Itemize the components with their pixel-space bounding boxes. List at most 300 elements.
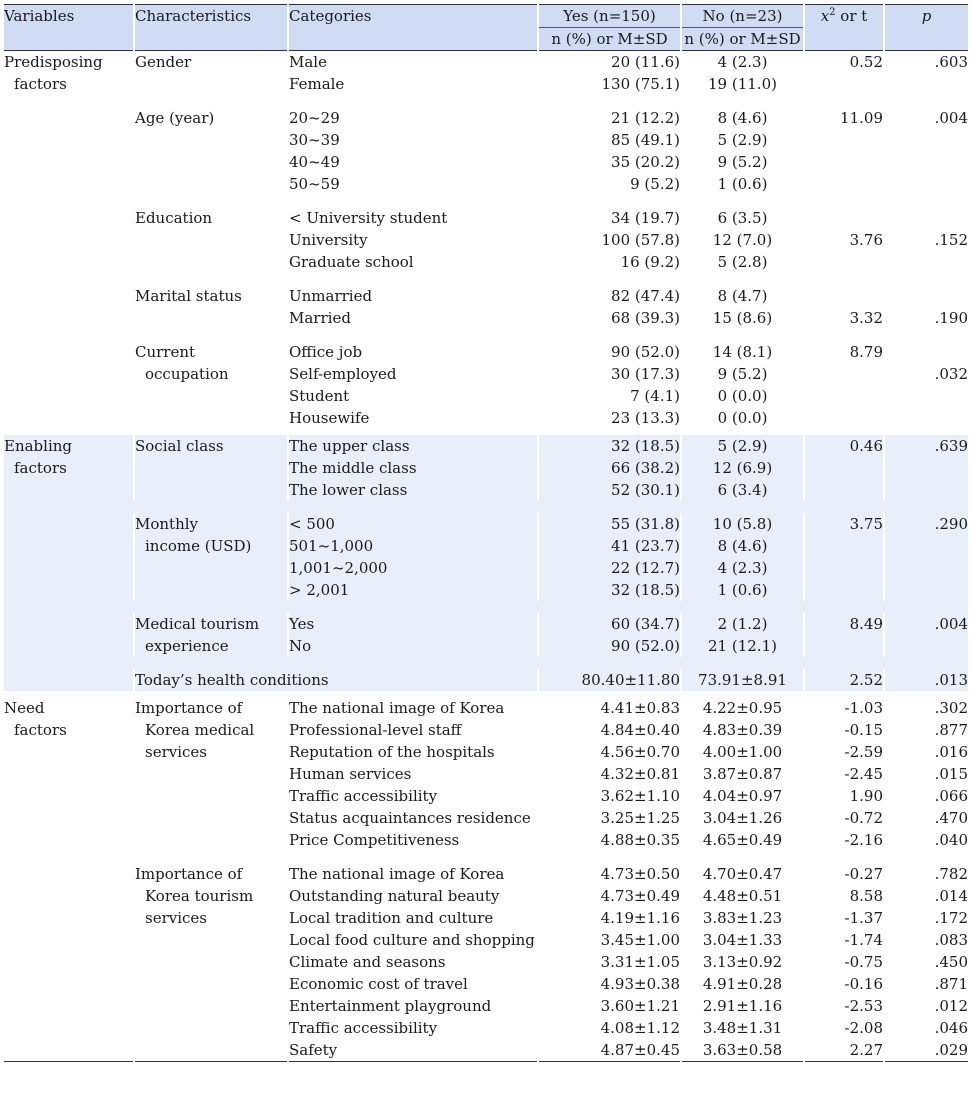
yes-value: 4.93±0.38	[600, 975, 680, 993]
category-label: Unmarried	[289, 287, 373, 305]
statistic-value	[805, 535, 883, 557]
statistic-value: 8.79	[849, 343, 883, 361]
variable-cell	[4, 435, 134, 691]
yes-value: 4.08±1.12	[600, 1019, 680, 1037]
statistic-value: -0.15	[844, 721, 883, 739]
no-value: 8 (4.6)	[717, 109, 768, 127]
group-spacer	[4, 273, 968, 285]
table-row	[4, 207, 968, 273]
yes-values-cell	[538, 341, 681, 429]
statistic-value: -1.74	[844, 931, 883, 949]
category-label: Male	[289, 53, 327, 71]
category-label: The lower class	[289, 481, 408, 499]
yes-value: 32 (18.5)	[611, 581, 680, 599]
characteristic-cell	[134, 513, 288, 601]
category-label: The upper class	[289, 437, 410, 455]
no-value: 10 (5.8)	[712, 515, 773, 533]
yes-value: 21 (12.2)	[611, 109, 680, 127]
p-value-cell	[884, 207, 968, 273]
statistic-value	[805, 363, 883, 385]
table-row	[4, 285, 968, 329]
no-value: 4.48±0.51	[702, 887, 783, 905]
no-value: 12 (7.0)	[712, 231, 773, 249]
p-value: .032	[934, 365, 968, 383]
p-value: .877	[934, 721, 968, 739]
characteristic-cell	[134, 863, 288, 1062]
no-value: 2.91±1.16	[702, 997, 783, 1015]
yes-value: 35 (20.2)	[611, 153, 680, 171]
no-values-cell	[681, 863, 804, 1062]
category-label: Student	[289, 387, 350, 405]
no-value: 4.83±0.39	[702, 721, 783, 739]
results-table	[4, 4, 968, 1062]
statistic-value: -0.75	[844, 953, 883, 971]
no-value: 73.91±8.91	[698, 671, 787, 689]
no-value: 6 (3.5)	[717, 209, 768, 227]
yes-value: 100 (57.8)	[601, 231, 680, 249]
p-value-cell	[884, 513, 968, 601]
p-value: .066	[934, 787, 968, 805]
category-label: Local tradition and culture	[289, 909, 494, 927]
yes-value: 4.73±0.50	[600, 865, 680, 883]
no-values-cell	[681, 613, 804, 657]
characteristic-label: Korea medical	[145, 721, 255, 739]
statistic-value	[805, 635, 883, 657]
category-label: Housewife	[289, 409, 370, 427]
yes-value: 130 (75.1)	[601, 75, 680, 93]
characteristic-label: services	[145, 909, 207, 927]
category-label: 501~1,000	[289, 537, 374, 555]
no-value: 14 (8.1)	[712, 343, 773, 361]
no-value: 6 (3.4)	[717, 481, 768, 499]
p-value: .190	[934, 309, 968, 327]
variable-label: Predisposing	[4, 53, 103, 71]
categories-cell	[288, 697, 538, 851]
no-value: 9 (5.2)	[717, 153, 768, 171]
characteristic-label: Importance of	[135, 699, 243, 717]
p-value: .290	[934, 515, 968, 533]
statistic-cell	[804, 697, 884, 851]
p-value-cell	[884, 669, 968, 691]
p-value-cell	[884, 285, 968, 329]
characteristic-cell	[134, 341, 288, 429]
p-value: .152	[934, 231, 968, 249]
statistic-cell	[804, 669, 884, 691]
category-label: Climate and seasons	[289, 953, 446, 971]
category-label: Reputation of the hospitals	[289, 743, 495, 761]
yes-values-cell	[538, 669, 681, 691]
no-values-cell	[681, 697, 804, 851]
p-value: .302	[934, 699, 968, 717]
yes-value: 85 (49.1)	[611, 131, 680, 149]
no-value: 3.04±1.33	[702, 931, 783, 949]
header-characteristics: Characteristics	[134, 5, 288, 51]
yes-value: 32 (18.5)	[611, 437, 680, 455]
characteristic-label: income (USD)	[145, 537, 252, 555]
statistic-value	[805, 251, 883, 273]
characteristic-label: Marital status	[135, 287, 242, 305]
statistic-cell	[804, 107, 884, 195]
category-label: University	[289, 231, 368, 249]
spacer-cell	[134, 95, 968, 107]
category-label: Self-employed	[289, 365, 397, 383]
statistic-cell	[804, 285, 884, 329]
p-value	[885, 251, 968, 273]
no-value: 4.70±0.47	[702, 865, 783, 883]
yes-value: 4.19±1.16	[600, 909, 680, 927]
p-value	[885, 579, 968, 601]
category-label: Traffic accessibility	[289, 787, 438, 805]
characteristic-label: Monthly	[135, 515, 199, 533]
p-value	[885, 407, 968, 429]
p-value: .016	[934, 743, 968, 761]
yes-values-cell	[538, 613, 681, 657]
header-variables: Variables	[4, 5, 134, 51]
no-value: 5 (2.9)	[717, 131, 768, 149]
yes-values-cell	[538, 513, 681, 601]
category-label: Female	[289, 75, 345, 93]
spacer-cell	[134, 657, 968, 669]
variable-label: factors	[14, 75, 67, 93]
characteristic-label: experience	[145, 637, 229, 655]
category-label: Outstanding natural beauty	[289, 887, 500, 905]
no-value: 5 (2.9)	[717, 437, 768, 455]
statistic-value	[805, 73, 883, 95]
table-row	[4, 513, 968, 601]
group-spacer	[4, 329, 968, 341]
p-value: .782	[934, 865, 968, 883]
statistic-value: 2.52	[849, 671, 883, 689]
characteristic-cell	[134, 207, 288, 273]
characteristic-label: Medical tourism	[135, 615, 260, 633]
no-value: 4.91±0.28	[702, 975, 783, 993]
categories-cell	[288, 863, 538, 1062]
category-label: Married	[289, 309, 351, 327]
table-row	[4, 669, 968, 691]
yes-values-cell	[538, 863, 681, 1062]
statistic-value: -0.16	[844, 975, 883, 993]
statistic-cell	[804, 207, 884, 273]
yes-value: 23 (13.3)	[611, 409, 680, 427]
statistic-value: -2.53	[844, 997, 883, 1015]
yes-value: 3.31±1.05	[600, 953, 680, 971]
statistic-value: -2.08	[844, 1019, 883, 1037]
table-row	[4, 435, 968, 501]
p-value: .013	[934, 671, 968, 689]
no-value: 5 (2.8)	[717, 253, 768, 271]
category-label: > 2,001	[289, 581, 350, 599]
no-value: 0 (0.0)	[717, 409, 768, 427]
yes-value: 4.88±0.35	[600, 831, 680, 849]
characteristic-label: Importance of	[135, 865, 243, 883]
statistic-cell	[804, 51, 884, 96]
p-value: .015	[934, 765, 968, 783]
category-label: Economic cost of travel	[289, 975, 468, 993]
header-no-sub: n (%) or M±SD	[681, 28, 804, 51]
categories-cell	[288, 107, 538, 195]
characteristic-label: Gender	[135, 53, 192, 71]
category-label: Yes	[289, 615, 315, 633]
yes-values-cell	[538, 285, 681, 329]
statistic-value	[805, 479, 883, 501]
category-label: Professional-level staff	[289, 721, 462, 739]
variable-label: Need	[4, 699, 45, 717]
yes-value: 9 (5.2)	[630, 175, 680, 193]
group-spacer	[4, 95, 968, 107]
category-label: Safety	[289, 1041, 338, 1059]
header-p: p	[884, 5, 968, 51]
no-value: 8 (4.6)	[717, 537, 768, 555]
no-value: 0 (0.0)	[717, 387, 768, 405]
categories-cell	[288, 613, 538, 657]
characteristic-label: services	[145, 743, 207, 761]
yes-values-cell	[538, 51, 681, 96]
yes-value: 3.60±1.21	[600, 997, 680, 1015]
yes-values-cell	[538, 107, 681, 195]
category-label: Price Competitiveness	[289, 831, 460, 849]
p-value	[885, 535, 968, 557]
statistic-value: 0.46	[849, 437, 883, 455]
yes-values-cell	[538, 697, 681, 851]
category-label: The national image of Korea	[289, 699, 505, 717]
category-label: Office job	[289, 343, 363, 361]
categories-cell	[288, 341, 538, 429]
no-value: 2 (1.2)	[717, 615, 768, 633]
p-value	[885, 151, 968, 173]
yes-value: 52 (30.1)	[611, 481, 680, 499]
no-values-cell	[681, 435, 804, 501]
statistic-cell	[804, 341, 884, 429]
p-value-cell	[884, 613, 968, 657]
header-statistic: $x^2$ or t	[804, 5, 884, 51]
characteristic-label: occupation	[145, 365, 229, 383]
p-value: .470	[934, 809, 968, 827]
yes-value: 20 (11.6)	[611, 53, 680, 71]
yes-value: 80.40±11.80	[581, 671, 680, 689]
no-values-cell	[681, 513, 804, 601]
statistic-value: 8.58	[849, 887, 883, 905]
statistic-value: 3.32	[849, 309, 883, 327]
no-values-cell	[681, 107, 804, 195]
statistic-value	[805, 407, 883, 429]
yes-value: 34 (19.7)	[611, 209, 680, 227]
p-value-cell	[884, 51, 968, 96]
yes-value: 4.41±0.83	[600, 699, 680, 717]
characteristic-cell	[134, 669, 538, 691]
no-value: 1 (0.6)	[717, 175, 768, 193]
no-value: 3.87±0.87	[702, 765, 783, 783]
characteristic-cell	[134, 285, 288, 329]
table-row	[4, 341, 968, 429]
no-value: 3.48±1.31	[702, 1019, 783, 1037]
statistic-value	[805, 285, 883, 307]
variable-label: factors	[14, 459, 67, 477]
no-value: 3.13±0.92	[702, 953, 783, 971]
spacer-cell	[134, 273, 968, 285]
category-label: No	[289, 637, 312, 655]
no-value: 12 (6.9)	[712, 459, 773, 477]
no-value: 3.04±1.26	[702, 809, 783, 827]
category-label: Traffic accessibility	[289, 1019, 438, 1037]
yes-values-cell	[538, 207, 681, 273]
no-values-cell	[681, 51, 804, 96]
p-value-cell	[884, 697, 968, 851]
p-value: .004	[934, 109, 968, 127]
statistic-value: 0.52	[849, 53, 883, 71]
p-value	[885, 73, 968, 95]
statistic-value	[805, 557, 883, 579]
category-label: The national image of Korea	[289, 865, 505, 883]
p-value: .172	[934, 909, 968, 927]
yes-value: 90 (52.0)	[611, 343, 680, 361]
no-values-cell	[681, 341, 804, 429]
statistic-value	[805, 579, 883, 601]
yes-value: 16 (9.2)	[620, 253, 680, 271]
statistic-value: 3.76	[849, 231, 883, 249]
categories-cell	[288, 435, 538, 501]
group-spacer	[4, 851, 968, 863]
p-value	[885, 557, 968, 579]
no-values-cell	[681, 285, 804, 329]
yes-value: 4.73±0.49	[600, 887, 680, 905]
no-value: 4 (2.3)	[717, 53, 768, 71]
no-value: 9 (5.2)	[717, 365, 768, 383]
p-value	[885, 129, 968, 151]
characteristic-label: Current	[135, 343, 196, 361]
table-row	[4, 613, 968, 657]
statistic-cell	[804, 613, 884, 657]
p-value: .871	[934, 975, 968, 993]
statistic-value: -2.45	[844, 765, 883, 783]
no-values-cell	[681, 207, 804, 273]
yes-value: 41 (23.7)	[611, 537, 680, 555]
statistic-value	[805, 385, 883, 407]
variable-label: Enabling	[4, 437, 73, 455]
statistic-cell	[804, 435, 884, 501]
statistic-value	[805, 457, 883, 479]
statistic-value	[805, 151, 883, 173]
statistic-value: -1.37	[844, 909, 883, 927]
category-label: 20~29	[289, 109, 340, 127]
spacer-cell	[134, 601, 968, 613]
spacer-cell	[134, 329, 968, 341]
yes-value: 4.84±0.40	[600, 721, 680, 739]
p-value: .012	[934, 997, 968, 1015]
group-spacer	[4, 657, 968, 669]
p-value-cell	[884, 863, 968, 1062]
table-body	[4, 51, 968, 1062]
statistic-value: -1.03	[844, 699, 883, 717]
category-label: Entertainment playground	[289, 997, 492, 1015]
spacer-cell	[134, 501, 968, 513]
categories-cell	[288, 285, 538, 329]
categories-cell	[288, 513, 538, 601]
category-label: Status acquaintances residence	[289, 809, 531, 827]
yes-value: 60 (34.7)	[611, 615, 680, 633]
header-categories: Categories	[288, 5, 538, 51]
category-label: The middle class	[289, 459, 417, 477]
no-value: 4.22±0.95	[702, 699, 783, 717]
statistic-value	[805, 129, 883, 151]
header-yes: Yes (n=150)	[538, 5, 681, 28]
spacer-cell	[134, 851, 968, 863]
variable-cell	[4, 51, 134, 430]
no-value: 3.83±1.23	[702, 909, 783, 927]
statistic-value	[805, 207, 883, 229]
statistic-value: 1.90	[849, 787, 883, 805]
characteristic-cell	[134, 435, 288, 501]
p-value	[885, 479, 968, 501]
no-value: 8 (4.7)	[717, 287, 768, 305]
table-row	[4, 863, 968, 1062]
no-value: 15 (8.6)	[712, 309, 773, 327]
characteristic-cell	[134, 51, 288, 96]
yes-value: 55 (31.8)	[611, 515, 680, 533]
table-row	[4, 107, 968, 195]
category-label: < 500	[289, 515, 335, 533]
no-value: 4.04±0.97	[702, 787, 783, 805]
category-label: 50~59	[289, 175, 340, 193]
no-value: 3.63±0.58	[702, 1041, 783, 1059]
categories-cell	[288, 51, 538, 96]
yes-value: 90 (52.0)	[611, 637, 680, 655]
yes-values-cell	[538, 435, 681, 501]
variable-label: factors	[14, 721, 67, 739]
yes-value: 66 (38.2)	[611, 459, 680, 477]
category-label: 1,001~2,000	[289, 559, 388, 577]
yes-value: 4.87±0.45	[600, 1041, 680, 1059]
p-value	[885, 173, 968, 195]
category-label: 40~49	[289, 153, 340, 171]
yes-value: 3.62±1.10	[600, 787, 680, 805]
statistic-value: 2.27	[849, 1041, 883, 1059]
no-value: 21 (12.1)	[708, 637, 777, 655]
header-no: No (n=23)	[681, 5, 804, 28]
characteristic-label: Education	[135, 209, 213, 227]
p-value	[885, 385, 968, 407]
characteristic-cell	[134, 613, 288, 657]
statistic-cell	[804, 513, 884, 601]
p-value: .083	[934, 931, 968, 949]
no-value: 4 (2.3)	[717, 559, 768, 577]
characteristic-cell	[134, 107, 288, 195]
table-row	[4, 51, 968, 96]
p-value: .040	[934, 831, 968, 849]
p-value-cell	[884, 435, 968, 501]
statistic-value: 8.49	[849, 615, 883, 633]
characteristic-cell	[134, 697, 288, 851]
characteristic-label: Social class	[135, 437, 224, 455]
no-values-cell	[681, 669, 804, 691]
yes-value: 4.56±0.70	[600, 743, 680, 761]
p-value	[885, 341, 968, 363]
category-label: 30~39	[289, 131, 340, 149]
spacer-cell	[134, 195, 968, 207]
yes-value: 3.25±1.25	[600, 809, 680, 827]
characteristic-label: Today’s health conditions	[135, 671, 329, 689]
statistic-value: -2.59	[844, 743, 883, 761]
p-value: .046	[934, 1019, 968, 1037]
statistic-value: -0.27	[844, 865, 883, 883]
p-value-cell	[884, 341, 968, 429]
statistic-value: 3.75	[849, 515, 883, 533]
no-value: 4.00±1.00	[702, 743, 783, 761]
p-value	[885, 207, 968, 229]
yes-value: 3.45±1.00	[600, 931, 680, 949]
no-value: 1 (0.6)	[717, 581, 768, 599]
characteristic-label: Age (year)	[135, 109, 215, 127]
no-value: 19 (11.0)	[708, 75, 777, 93]
